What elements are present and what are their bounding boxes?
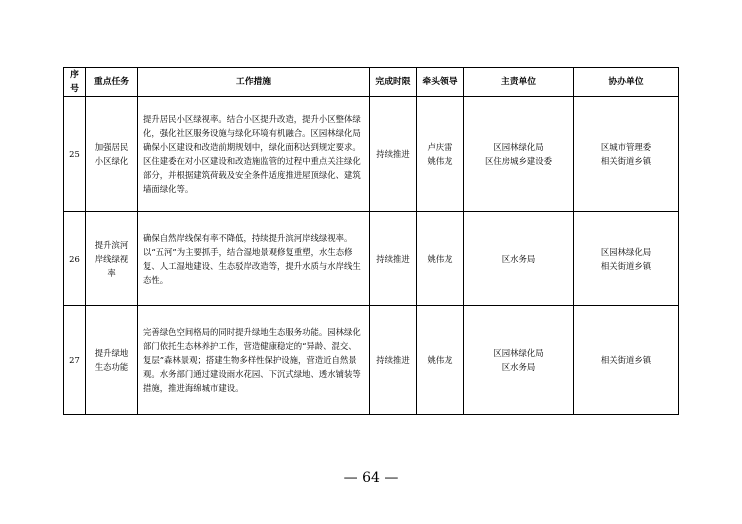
leader-line: 姚伟龙	[427, 156, 453, 166]
task-cell	[86, 212, 138, 306]
row-number: 25	[64, 97, 86, 212]
task-line: 提升绿地	[94, 348, 129, 358]
task-line: 生态功能	[94, 362, 129, 372]
leader-line: 卢庆雷	[427, 142, 453, 152]
assist-unit-cell	[574, 306, 679, 415]
main-unit-line: 区园林绿化局	[493, 348, 544, 358]
assist-unit-line: 相关街道乡镇	[600, 355, 652, 365]
assist-unit-line: 区城市管理委	[600, 142, 652, 152]
header-measure: 工作措施	[138, 68, 370, 97]
row-number: 26	[64, 212, 86, 306]
assist-unit-line: 区园林绿化局	[600, 246, 652, 257]
header-leader: 牵头领导	[417, 68, 464, 97]
header-no: 序号	[64, 68, 86, 97]
table-row	[64, 97, 679, 212]
leader-line: 姚伟龙	[427, 355, 453, 365]
task-line: 岸线绿视	[94, 253, 129, 264]
deadline-cell: 持续推进	[370, 212, 417, 306]
measure-cell: 确保自然岸线保有率不降低，持续提升滨河岸线绿视率。以“五河”为主要抓手，结合湿地景观修复重塑，水生态修复、人工湿地建设、生态驳岸改造等，提升水质与水岸线生态性。	[138, 212, 370, 306]
main-unit-line: 区水务局	[501, 362, 536, 372]
assist-unit-cell	[574, 212, 679, 306]
leader-line: 姚伟龙	[427, 253, 453, 264]
deadline-cell: 持续推进	[370, 306, 417, 415]
measure-cell: 提升居民小区绿视率。结合小区提升改造，提升小区整体绿化，强化社区服务设施与绿化环境有机融合。区园林绿化局确保小区建设和改造前期规划中，绿化面积达到规定要求。区住建委在对小区建设和改造施监管的过程中重点关注绿化部分，并根据建筑荷载及安全条件适度推进屋顶绿化、建筑墙面绿化等。	[138, 97, 370, 212]
main-unit-cell	[464, 97, 574, 212]
row-number: 27	[64, 306, 86, 415]
assist-unit-line: 相关街道乡镇	[600, 260, 652, 271]
assist-unit-cell	[574, 97, 679, 212]
task-cell	[86, 306, 138, 415]
task-line: 小区绿化	[94, 156, 129, 166]
main-unit-line: 区园林绿化局	[493, 142, 544, 152]
header-assist-unit: 协办单位	[574, 68, 679, 97]
table-row	[64, 212, 679, 306]
header-deadline: 完成时限	[370, 68, 417, 97]
leader-cell	[417, 306, 464, 415]
task-line: 提升滨河	[94, 239, 129, 250]
task-line: 率	[107, 267, 116, 278]
measure-cell: 完善绿色空间格局的同时提升绿地生态服务功能。园林绿化部门依托生态林养护工作，营造健康稳定的“异龄、混交、复层”森林景观；搭建生物多样性保护设施，营造近自然景观。水务部门通过建设雨水花园、下沉式绿地、透水铺装等措施，推进海绵城市建设。	[138, 306, 370, 415]
main-unit-cell	[464, 212, 574, 306]
page-number: — 64 —	[343, 470, 399, 486]
leader-cell	[417, 97, 464, 212]
deadline-cell: 持续推进	[370, 97, 417, 212]
leader-cell	[417, 212, 464, 306]
table-header-row	[64, 68, 679, 97]
main-unit-line: 区水务局	[501, 253, 536, 264]
header-main-unit: 主责单位	[464, 68, 574, 97]
task-line: 加强居民	[94, 142, 129, 152]
header-task: 重点任务	[86, 68, 138, 97]
task-cell	[86, 97, 138, 212]
assist-unit-line: 相关街道乡镇	[600, 156, 652, 166]
main-unit-cell	[464, 306, 574, 415]
table-row	[64, 306, 679, 415]
work-measures-table	[63, 67, 679, 415]
main-unit-line: 区住房城乡建设委	[485, 156, 552, 166]
